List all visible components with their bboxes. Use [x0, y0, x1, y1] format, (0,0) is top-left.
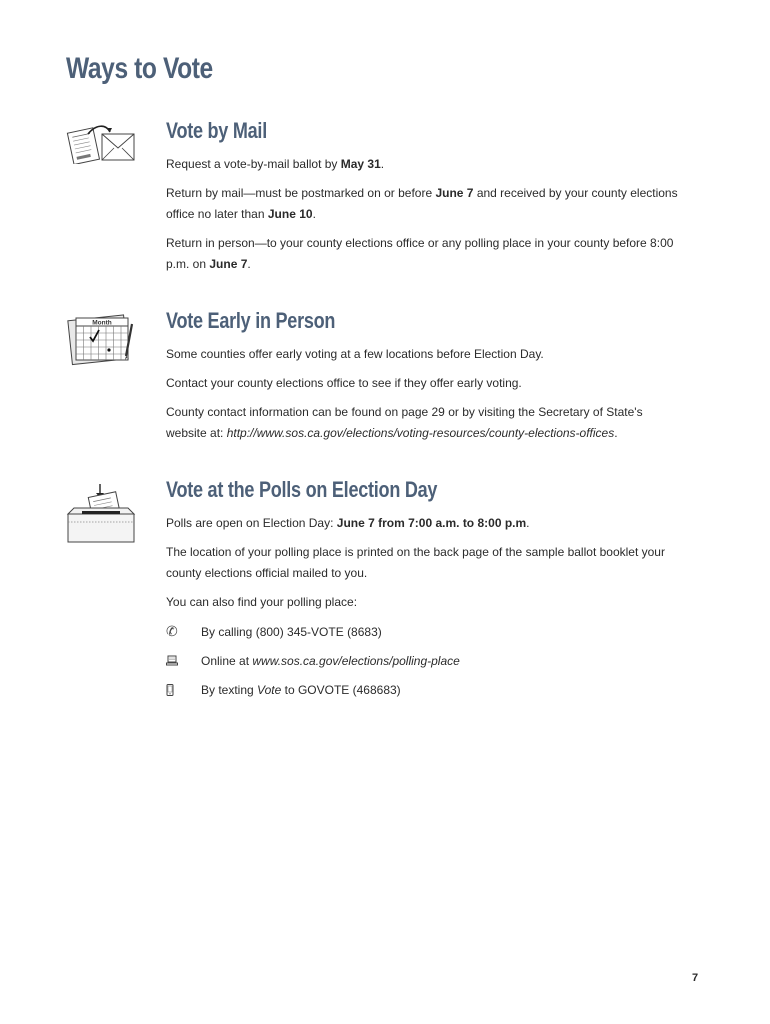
mail-ballot-icon: [66, 122, 138, 164]
return-in-person-text: Return in person—to your county elections office or any polling place in your county before 8:00 p.m. on June 7.: [166, 236, 674, 271]
polling-place-location-text: The location of your polling place is printed on the back page of the sample ballot booklet your county elections official mailed to you.: [166, 545, 665, 580]
ballot-box-icon: [66, 482, 138, 544]
vote-at-polls-section: [166, 477, 686, 708]
section-heading: Vote at the Polls on Election Day: [166, 477, 438, 502]
polling-place-link[interactable]: www.sos.ca.gov/elections/polling-place: [252, 653, 460, 668]
polls-hours-text: Polls are open on Election Day: June 7 from 7:00 a.m. to 8:00 p.m.: [166, 516, 530, 530]
online-method-text: Online at www.sos.ca.gov/elections/polling-place: [201, 653, 460, 668]
section-heading: Vote by Mail: [166, 118, 267, 143]
vote-by-mail-section: [166, 118, 686, 283]
text-method-text: By texting Vote to GOVOTE (468683): [201, 682, 401, 697]
list-item: [166, 650, 686, 671]
section-heading: Vote Early in Person: [166, 308, 336, 333]
county-offices-link[interactable]: http://www.sos.ca.gov/elections/voting-resources/county-elections-offices: [226, 426, 615, 440]
list-item: [166, 621, 686, 642]
early-voting-text: Some counties offer early voting at a few locations before Election Day.: [166, 347, 544, 361]
mobile-phone-icon: [166, 684, 201, 696]
find-polling-place-list: [166, 621, 686, 700]
phone-icon: ✆: [166, 623, 178, 639]
contact-office-text: Contact your county elections office to see if they offer early voting.: [166, 376, 522, 390]
find-polling-place-text: You can also find your polling place:: [166, 595, 358, 609]
request-ballot-text: Request a vote-by-mail ballot by May 31.: [166, 157, 385, 171]
laptop-icon: [166, 655, 201, 666]
vote-early-section: [166, 308, 686, 452]
call-method-text: By calling (800) 345-VOTE (8683): [201, 624, 382, 639]
return-by-mail-text: Return by mail—must be postmarked on or before June 7 and received by your county elections office no later than June 10.: [166, 186, 678, 221]
page-title: Ways to Vote: [66, 52, 213, 85]
calendar-icon: [66, 312, 138, 366]
county-contact-text: County contact information can be found on page 29 or by visiting the Secretary of State's website at: http://www.sos.ca.gov/elections/voting-resources/county-elections-offices.: [166, 405, 643, 440]
page-number: 7: [692, 972, 699, 984]
list-item: [166, 679, 686, 700]
calendar-month-label: Month: [92, 319, 112, 327]
